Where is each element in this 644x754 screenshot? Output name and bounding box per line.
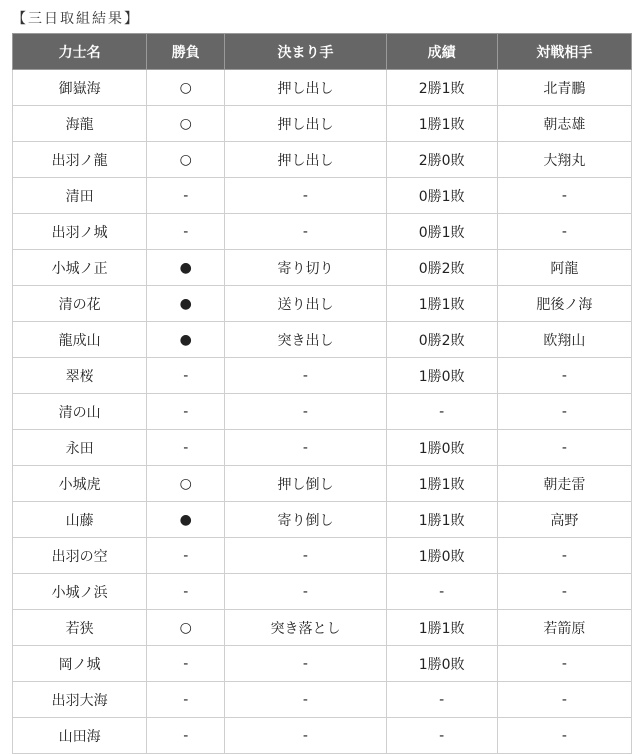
- table-row: [13, 358, 632, 394]
- result-mark-cell: -: [147, 430, 225, 466]
- kimarite-cell: 押し倒し: [225, 466, 386, 502]
- table-row: [13, 466, 632, 502]
- result-mark-cell: -: [147, 358, 225, 394]
- result-mark-cell: ●: [147, 502, 225, 538]
- kimarite-cell: 送り出し: [225, 286, 386, 322]
- result-mark-cell: ○: [147, 610, 225, 646]
- opponent-cell: 大翔丸: [497, 142, 631, 178]
- column-header-opponent: 対戦相手: [497, 34, 631, 70]
- record-cell: 1勝1敗: [386, 502, 497, 538]
- kimarite-cell: -: [225, 646, 386, 682]
- table-row: [13, 502, 632, 538]
- record-cell: 0勝2敗: [386, 322, 497, 358]
- kimarite-cell: -: [225, 574, 386, 610]
- record-cell: -: [386, 574, 497, 610]
- record-cell: 2勝1敗: [386, 70, 497, 106]
- opponent-cell: -: [497, 394, 631, 430]
- kimarite-cell: 寄り倒し: [225, 502, 386, 538]
- record-cell: 1勝0敗: [386, 646, 497, 682]
- table-row: [13, 250, 632, 286]
- table-row: [13, 214, 632, 250]
- table-row: [13, 718, 632, 754]
- table-header-row: [13, 34, 632, 70]
- result-mark-cell: -: [147, 214, 225, 250]
- table-row: [13, 142, 632, 178]
- result-mark-cell: ○: [147, 70, 225, 106]
- kimarite-cell: -: [225, 682, 386, 718]
- record-cell: 1勝1敗: [386, 610, 497, 646]
- kimarite-cell: -: [225, 214, 386, 250]
- rikishi-name-cell: 翠桜: [13, 358, 147, 394]
- rikishi-name-cell: 清の花: [13, 286, 147, 322]
- table-row: [13, 538, 632, 574]
- table-row: [13, 286, 632, 322]
- opponent-cell: -: [497, 574, 631, 610]
- kimarite-cell: 寄り切り: [225, 250, 386, 286]
- kimarite-cell: -: [225, 538, 386, 574]
- opponent-cell: 朝走雷: [497, 466, 631, 502]
- opponent-cell: -: [497, 358, 631, 394]
- result-mark-cell: -: [147, 538, 225, 574]
- result-mark-cell: -: [147, 682, 225, 718]
- table-row: [13, 394, 632, 430]
- record-cell: 1勝0敗: [386, 430, 497, 466]
- opponent-cell: 欧翔山: [497, 322, 631, 358]
- record-cell: 1勝1敗: [386, 286, 497, 322]
- table-row: [13, 646, 632, 682]
- kimarite-cell: -: [225, 394, 386, 430]
- rikishi-name-cell: 海龍: [13, 106, 147, 142]
- page-title: 【三日取組結果】: [12, 11, 140, 27]
- rikishi-name-cell: 御嶽海: [13, 70, 147, 106]
- record-cell: 1勝1敗: [386, 106, 497, 142]
- table-row: [13, 178, 632, 214]
- rikishi-name-cell: 清田: [13, 178, 147, 214]
- opponent-cell: -: [497, 178, 631, 214]
- record-cell: 1勝1敗: [386, 466, 497, 502]
- kimarite-cell: -: [225, 718, 386, 754]
- result-mark-cell: -: [147, 394, 225, 430]
- opponent-cell: -: [497, 214, 631, 250]
- opponent-cell: -: [497, 682, 631, 718]
- column-header-result: 勝負: [147, 34, 225, 70]
- rikishi-name-cell: 岡ノ城: [13, 646, 147, 682]
- record-cell: 2勝0敗: [386, 142, 497, 178]
- result-mark-cell: -: [147, 178, 225, 214]
- rikishi-name-cell: 小城ノ浜: [13, 574, 147, 610]
- table-row: [13, 106, 632, 142]
- record-cell: 0勝1敗: [386, 178, 497, 214]
- result-mark-cell: -: [147, 574, 225, 610]
- record-cell: -: [386, 682, 497, 718]
- kimarite-cell: -: [225, 178, 386, 214]
- rikishi-name-cell: 出羽ノ城: [13, 214, 147, 250]
- rikishi-name-cell: 永田: [13, 430, 147, 466]
- rikishi-name-cell: 小城虎: [13, 466, 147, 502]
- record-cell: 1勝0敗: [386, 358, 497, 394]
- rikishi-name-cell: 山藤: [13, 502, 147, 538]
- kimarite-cell: 押し出し: [225, 106, 386, 142]
- kimarite-cell: -: [225, 358, 386, 394]
- results-table: [12, 33, 632, 754]
- rikishi-name-cell: 若狭: [13, 610, 147, 646]
- result-mark-cell: ●: [147, 250, 225, 286]
- record-cell: -: [386, 718, 497, 754]
- result-mark-cell: ○: [147, 142, 225, 178]
- result-mark-cell: -: [147, 718, 225, 754]
- opponent-cell: 若箭原: [497, 610, 631, 646]
- table-row: [13, 70, 632, 106]
- result-mark-cell: ○: [147, 106, 225, 142]
- column-header-kimarite: 決まり手: [225, 34, 386, 70]
- rikishi-name-cell: 龍成山: [13, 322, 147, 358]
- table-row: [13, 682, 632, 718]
- opponent-cell: -: [497, 430, 631, 466]
- table-row: [13, 322, 632, 358]
- column-header-rikishi: 力士名: [13, 34, 147, 70]
- kimarite-cell: 押し出し: [225, 70, 386, 106]
- table-row: [13, 430, 632, 466]
- record-cell: 1勝0敗: [386, 538, 497, 574]
- kimarite-cell: -: [225, 430, 386, 466]
- rikishi-name-cell: 小城ノ正: [13, 250, 147, 286]
- rikishi-name-cell: 出羽ノ龍: [13, 142, 147, 178]
- opponent-cell: 朝志雄: [497, 106, 631, 142]
- opponent-cell: 北青鵬: [497, 70, 631, 106]
- rikishi-name-cell: 出羽の空: [13, 538, 147, 574]
- opponent-cell: -: [497, 538, 631, 574]
- result-mark-cell: ○: [147, 466, 225, 502]
- rikishi-name-cell: 出羽大海: [13, 682, 147, 718]
- kimarite-cell: 突き落とし: [225, 610, 386, 646]
- column-header-record: 成績: [386, 34, 497, 70]
- opponent-cell: 阿龍: [497, 250, 631, 286]
- opponent-cell: 高野: [497, 502, 631, 538]
- table-row: [13, 574, 632, 610]
- result-mark-cell: -: [147, 646, 225, 682]
- rikishi-name-cell: 山田海: [13, 718, 147, 754]
- result-mark-cell: ●: [147, 322, 225, 358]
- record-cell: -: [386, 394, 497, 430]
- result-mark-cell: ●: [147, 286, 225, 322]
- table-row: [13, 610, 632, 646]
- kimarite-cell: 押し出し: [225, 142, 386, 178]
- opponent-cell: -: [497, 646, 631, 682]
- opponent-cell: 肥後ノ海: [497, 286, 631, 322]
- rikishi-name-cell: 清の山: [13, 394, 147, 430]
- opponent-cell: -: [497, 718, 631, 754]
- kimarite-cell: 突き出し: [225, 322, 386, 358]
- record-cell: 0勝2敗: [386, 250, 497, 286]
- record-cell: 0勝1敗: [386, 214, 497, 250]
